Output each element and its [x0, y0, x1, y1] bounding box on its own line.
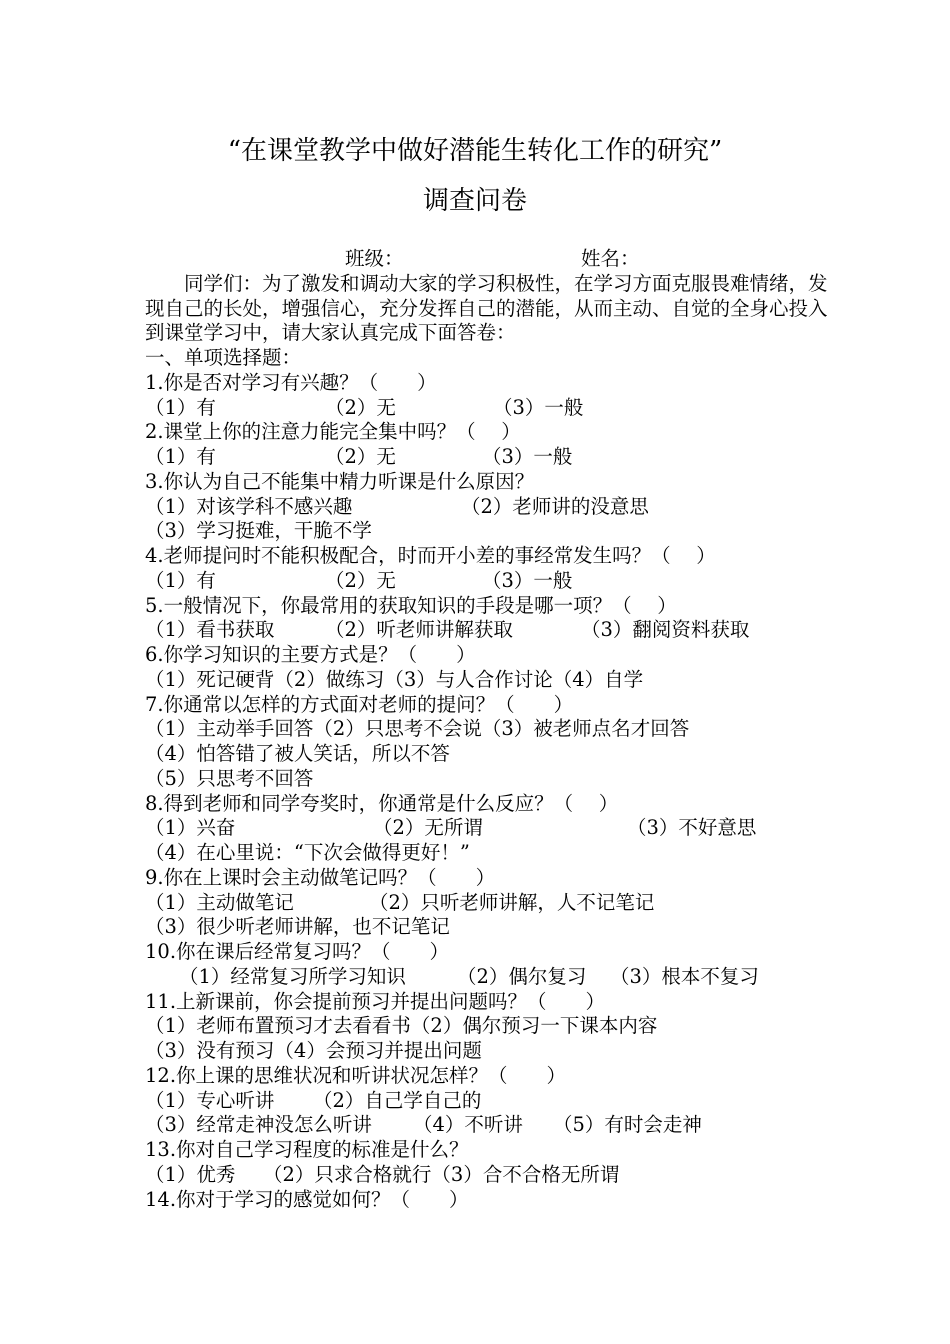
- option: （3）经常走神没怎么听讲: [145, 1113, 372, 1137]
- option: （2）无: [325, 445, 396, 468]
- option: （2）只求合格就行（3）合不合格无所谓: [263, 1162, 620, 1186]
- option: （1）经常复习所学习知识: [179, 964, 406, 988]
- question-8-options: [145, 841, 835, 866]
- form-fields: [145, 247, 835, 272]
- question-12-options: [145, 1089, 835, 1114]
- question-4-options: [145, 569, 835, 594]
- question-12: 12.你上课的思维状况和听讲状况怎样？（ ）: [145, 1063, 567, 1087]
- question-3: 3.你认为自己不能集中精力听课是什么原因？: [145, 469, 535, 493]
- option: （1）死记硬背（2）做练习（3）与人合作讨论（4）自学: [145, 667, 644, 691]
- question-8: 8.得到老师和同学夸奖时，你通常是什么反应？（ ）: [145, 791, 619, 815]
- question-1: 1.你是否对学习有兴趣？（ ）: [145, 370, 437, 394]
- option: （3）没有预习（4）会预习并提出问题: [145, 1039, 482, 1062]
- option: （1）老师布置预习才去看看书（2）偶尔预习一下课本内容: [145, 1014, 658, 1038]
- question-12-options: [145, 1113, 835, 1138]
- option: （1）看书获取: [145, 618, 275, 642]
- question-11: 11.上新课前，你会提前预习并提出问题吗？（ ）: [145, 989, 606, 1013]
- option: （1）有: [145, 568, 216, 592]
- question-11-options: [145, 1014, 835, 1039]
- question-2-options: [145, 445, 835, 470]
- option: （2）听老师讲解获取: [325, 618, 513, 642]
- question-7: 7.你通常以怎样的方式面对老师的提问？（ ）: [145, 692, 574, 716]
- question-5: 5.一般情况下，你最常用的获取知识的手段是哪一项？（ ）: [145, 593, 677, 617]
- question-3-options: [145, 495, 835, 520]
- option: （1）专心听讲: [145, 1088, 275, 1112]
- question-9: 9.你在上课时会主动做笔记吗？（ ）: [145, 865, 496, 889]
- question-6-options: [145, 668, 835, 693]
- option: （1）有: [145, 395, 216, 419]
- option: （3）很少听老师讲解，也不记笔记: [145, 915, 450, 939]
- option: （4）怕答错了被人笑话，所以不答: [145, 742, 450, 765]
- document-subtitle: 调查问卷: [422, 186, 527, 216]
- question-9-options: [145, 891, 835, 916]
- option: （2）无所谓: [373, 816, 483, 840]
- option: （1）主动做笔记: [145, 890, 294, 914]
- question-1-options: [145, 396, 835, 421]
- option: （2）老师讲的没意思: [461, 494, 649, 518]
- option: （3）一般: [493, 395, 584, 419]
- question-11-options: [145, 1039, 835, 1064]
- option: （4）不听讲: [413, 1113, 523, 1137]
- question-5-options: [145, 618, 835, 643]
- intro-paragraph: 同学们：为了激发和调动大家的学习积极性，在学习方面克服畏难情绪，发现自己的长处，增强信心，充分发挥自己的潜能，从而主动、自觉的全身心投入到课堂学习中，请大家认真完成下面答卷：: [145, 271, 828, 345]
- question-13: 13.你对自己学习程度的标准是什么？: [145, 1138, 469, 1161]
- document-body: [145, 247, 835, 1212]
- option: （1）有: [145, 445, 216, 468]
- question-4: 4.老师提问时不能积极配合，时而开小差的事经常发生吗？（ ）: [145, 544, 716, 567]
- option: （1）优秀: [145, 1162, 236, 1186]
- option: （3）一般: [482, 568, 573, 592]
- question-6: 6.你学习知识的主要方式是？（ ）: [145, 643, 476, 666]
- option: （2）无: [325, 395, 396, 419]
- question-9-options: [145, 915, 835, 940]
- class-label: 班级：: [345, 247, 404, 270]
- question-10-options: [145, 965, 835, 990]
- option: （1）兴奋: [145, 816, 236, 840]
- document-title: “在课堂教学中做好潜能生转化工作的研究”: [227, 136, 723, 166]
- name-label: 姓名：: [581, 247, 640, 270]
- option: （3）根本不复习: [610, 964, 759, 988]
- question-7-options: [145, 717, 835, 742]
- option: （3）学习挺难，干脆不学: [145, 519, 372, 543]
- option: （3）一般: [482, 445, 573, 468]
- question-2: 2.课堂上你的注意力能完全集中吗？（ ）: [145, 420, 521, 444]
- option: （2）自己学自己的: [313, 1088, 482, 1112]
- option: （2）偶尔复习: [457, 964, 587, 988]
- question-3-options: [145, 519, 835, 544]
- question-14: 14.你对于学习的感觉如何？（ ）: [145, 1187, 469, 1211]
- option: （3）不好意思: [627, 816, 757, 840]
- option: （5）有时会走神: [553, 1113, 702, 1137]
- section-heading: 一、单项选择题：: [145, 346, 302, 369]
- option: （1）主动举手回答（2）只思考不会说（3）被老师点名才回答: [145, 717, 690, 741]
- question-8-options: [145, 816, 835, 841]
- option: （1）对该学科不感兴趣: [145, 494, 353, 518]
- option: （2）只听老师讲解，人不记笔记: [369, 890, 655, 914]
- question-7-options: [145, 742, 835, 767]
- option: （5）只思考不回答: [145, 766, 314, 790]
- question-10: 10.你在课后经常复习吗？（ ）: [145, 940, 450, 963]
- question-13-options: [145, 1163, 835, 1188]
- question-7-options: [145, 767, 835, 792]
- option: （2）无: [325, 568, 396, 592]
- option: （3）翻阅资料获取: [581, 618, 750, 642]
- option: （4）在心里说：“下次会做得更好！”: [145, 841, 470, 864]
